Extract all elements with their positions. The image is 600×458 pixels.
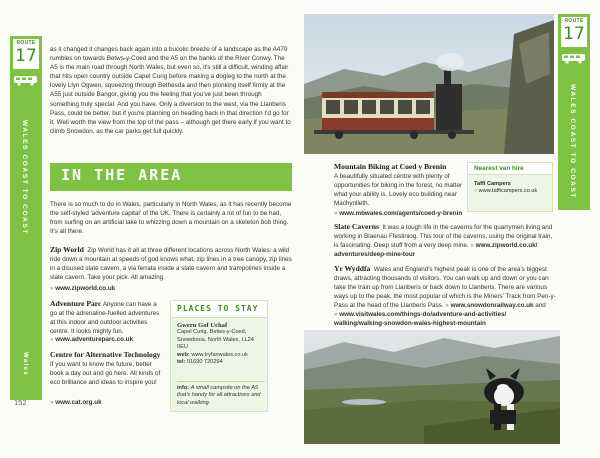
slate-caverns-link-2[interactable]: adventures/deep-mine-tour	[334, 251, 416, 258]
route-label-right: ROUTE	[564, 18, 584, 24]
slate-caverns-entry: Slate Caverns It was a tough life in the caverns for the quarrymen living and working in Blaenau Ffestiniog. This tour of the caverns, using the original train, is fascinating. Deep stuff from a very deep mine. » www.zipworld.co.uk/	[334, 222, 553, 250]
cat-text: If you want to know the future, better book a day out and go here. All kinds of eco brilliance and ideas to inspire you!	[50, 361, 161, 387]
van-hire-heading: Nearest van hire	[468, 163, 552, 175]
snowdon-railway-link[interactable]: www.snowdonrailway.co.uk	[450, 302, 534, 310]
campervan-icon	[13, 74, 39, 86]
stay-details	[177, 322, 265, 366]
van-hire-link[interactable]: www.tafficampers.co.uk	[478, 188, 538, 195]
stay-web-label: web:	[177, 351, 190, 358]
mountain-biking-text: A beautifully situated centre with plenty of opportunities for biking in the forest, no matter what your ability is. Lovely eco building near Machynlleth.	[334, 173, 463, 208]
region-label: Wales	[22, 352, 28, 377]
route-side-title-right: WALES COAST TO COAST	[569, 84, 576, 199]
route-label: ROUTE	[16, 40, 36, 46]
stay-info-text: A small campsite on the A5 that's handy for all attractions and local walking.	[177, 385, 261, 406]
yr-wyddfa-heading: Yr Wyddfa	[334, 264, 371, 273]
zip-world-entry	[50, 245, 292, 282]
visit-wales-link-1[interactable]: www.visitwales.com/things-do/adventure-and-activities/	[339, 311, 507, 318]
slate-caverns-text: It was a tough life in the caverns for the quarrymen living and working in Blaenau Ffestiniog. This tour of the caverns, using the original train, is fascinating. Deep stuff from a very deep mine.	[334, 224, 553, 250]
route-side-tab-right	[558, 14, 590, 210]
stay-address-1: Capel Curig, Betws-y-Coed,	[177, 329, 247, 336]
stay-address-2: Snowdonia, North Wales, LL24 0EU	[177, 336, 254, 351]
stay-tel: 01690 720294	[186, 359, 223, 366]
stay-info-label: info:	[177, 385, 190, 391]
cat-link-row[interactable]: » www.cat.org.uk	[50, 399, 102, 406]
adventure-parc-link[interactable]: www.adventureparc.co.uk	[55, 336, 134, 343]
zip-world-text: Zip World has it all at three different locations across North Wales: a wild ride down a mountain at speeds of god knows what, zip lines in a tree canopy, zip lines in a disused slate cavern, a via ferrata inside a slate cavern and trampolines inside a slate cavern. Take your pick. All amazing.	[50, 247, 292, 282]
places-to-stay-heading: PLACES TO STAY	[177, 304, 259, 313]
in-the-area-banner	[50, 163, 292, 191]
mountain-biking-heading: Mountain Biking at Coed y Brenin	[334, 162, 447, 171]
campervan-icon	[561, 52, 587, 64]
adventure-parc-heading: Adventure Parc	[50, 299, 102, 308]
mountain-train-illustration	[304, 14, 554, 154]
adventure-parc-text: Anyone can have a go at the adrenaline-fuelled adventures at this indoor and outdoor activities centre. It looks mighty fun.	[50, 301, 160, 336]
van-hire-name: Taffi Campers	[474, 181, 511, 187]
slate-caverns-heading: Slate Caverns	[334, 222, 379, 231]
zip-world-link-row[interactable]: » www.zipworld.co.uk	[50, 285, 116, 292]
stay-web[interactable]: www.tryfanwales.co.uk	[191, 351, 248, 358]
places-to-stay-header	[171, 301, 267, 318]
zip-world-link[interactable]: www.zipworld.co.uk	[55, 285, 116, 292]
cat-link[interactable]: www.cat.org.uk	[55, 399, 102, 406]
stay-name: Gwern Gof Uchaf	[177, 322, 228, 329]
mountain-biking-link[interactable]: www.mbwales.com/agents/coed-y-brenin	[339, 210, 463, 217]
mountain-biking-entry	[334, 162, 464, 208]
cat-entry	[50, 350, 164, 387]
route-number: 17	[15, 46, 37, 66]
slate-caverns-link-row[interactable]	[334, 250, 415, 259]
route-side-title: WALES COAST TO COAST	[21, 120, 28, 235]
route-number-right: 17	[563, 24, 585, 44]
route-badge-right	[560, 16, 588, 48]
adventure-parc-link-row[interactable]: » www.adventureparc.co.uk	[50, 336, 134, 343]
mountain-biking-link-row[interactable]: » www.mbwales.com/agents/coed-y-brenin	[334, 210, 463, 217]
visit-wales-link-row[interactable]: » www.visitwales.com/things-do/adventure-and-activities/ walking/walking-snowdon-wales-highest-mountain	[334, 311, 507, 328]
in-the-area-heading: IN THE AREA	[61, 166, 183, 184]
adventure-parc-entry	[50, 299, 164, 336]
cat-heading: Centre for Alternative Technology	[50, 350, 161, 359]
page-number: 152	[14, 398, 27, 407]
van-hire-details: Taffi Campers » www.tafficampers.co.uk	[474, 181, 552, 195]
intro-paragraph: as it changed it changes back again into a bucolic breeze of a landscape as the A470 rumbles on towards Betws-y-Coed and the A5 on the banks of the River Conwy. The A5 is the main road through North Wales, but even so, it's still a difficult, winding affair that hits open country outside Capel Curig before making a dogleg to the north at the lovely Llyn Ogwen, squeezing through Bethesda and then plonking itself firmly at the A55 just outside Bangor, giving you the feeling that you've just been through something truly special. And you have. Only a diversion to the west, via the Llanberis Pass, could be better, but if you're planning on heading back in that direction I'd go for it. Well worth the view from the top of the pass – although get there early if you want to climb Snowdon, as the car parks get full quickly.	[50, 46, 291, 135]
area-intro: There is so much to do in Wales, particularly in North Wales, as it has recently become the self-styled 'adventure capital' of the UK. There is certainly a lot of fun to be had, from surfing on an artificial lake to whizzing down a mountain on a skeleton bob thing. It's all there.	[50, 201, 292, 236]
snowdonia-landscape-illustration	[304, 330, 560, 444]
slate-caverns-link-1[interactable]: www.zipworld.co.uk/	[475, 242, 538, 250]
yr-link-join: and	[535, 302, 546, 310]
zip-world-heading: Zip World	[50, 245, 84, 254]
yr-wyddfa-text: Wales and England's highest peak is one of the area's biggest draws, attracting thousands of visitors. You can walk up and down or you can take the train up from Llanberis or back down to Llanberis. There are various ways up to the peak, the most popular of which is the Miners' Track from Pen-y-Pass at the head of the Llanberis Pass.	[334, 266, 556, 310]
visit-wales-link-2[interactable]: walking/walking-snowdon-wales-highest-mountain	[334, 320, 486, 328]
stay-tel-label: tel:	[177, 359, 186, 366]
yr-wyddfa-entry: Yr Wyddfa Wales and England's highest peak is one of the area's biggest draws, attracting thousands of visitors. You can walk up and down or you can take the train up from Llanberis or back down to Llanberis. There are various ways up to the peak, the most popular of which is the Miners' Track from Pen-y-Pass at the head of the Llanberis Pass. » www.snowdonrailway.co.uk and	[334, 264, 556, 310]
nearest-van-hire-box	[467, 162, 553, 212]
mountain-train-photo	[304, 14, 554, 154]
route-badge	[12, 38, 40, 70]
snowdonia-dog-photo	[304, 330, 560, 444]
stay-info	[177, 381, 265, 407]
places-to-stay-box	[170, 300, 268, 412]
